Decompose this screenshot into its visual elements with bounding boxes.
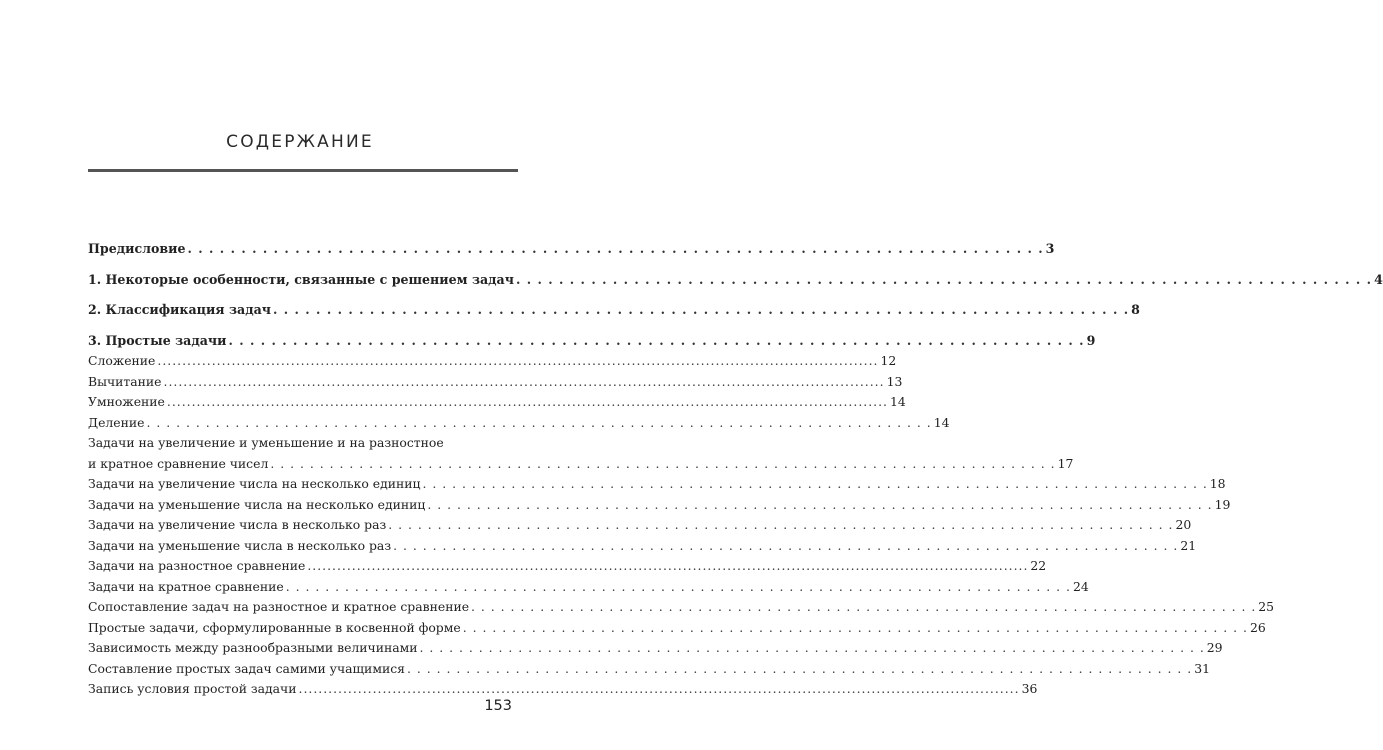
toc-sub-entry-wrapped	[88, 433, 516, 454]
toc-entry-page: 19	[1214, 496, 1231, 512]
toc-leader-dots	[228, 331, 1084, 352]
toc-entry-page: 31	[1194, 660, 1211, 676]
toc-entry-title: Деление	[88, 414, 145, 430]
toc-main-entry	[88, 270, 1383, 291]
toc-entry-title: Задачи на уменьшение числа в несколько раз	[88, 537, 392, 553]
toc-entry-page: 21	[1180, 537, 1197, 553]
toc-sub-entry	[88, 556, 1047, 577]
toc-entry-page: 9	[1086, 332, 1096, 348]
toc-sub-entry	[88, 392, 906, 413]
toc-entry-page: 12	[880, 353, 897, 368]
toc-entry-title: Задачи на разностное сравнение	[88, 558, 306, 573]
toc-entry-page: 14	[889, 394, 906, 409]
toc-leader-dots	[516, 270, 1372, 291]
toc-entry-page: 13	[886, 373, 903, 389]
toc-entry-title: Задачи на кратное сравнение	[88, 578, 284, 594]
toc-entry-page: 22	[1030, 558, 1047, 573]
toc-leader-dots	[299, 679, 1020, 700]
toc-entry-title: и кратное сравнение чисел	[88, 455, 269, 471]
page-number: 153	[484, 698, 512, 714]
toc-entry-page: 3	[1045, 241, 1055, 256]
toc-entry-page: 25	[1258, 599, 1275, 614]
toc-leader-dots	[471, 597, 1256, 618]
toc-main-entry	[88, 331, 1096, 352]
toc-leader-dots	[157, 351, 878, 372]
toc-leader-dots	[423, 474, 1208, 495]
toc-sub-entry	[88, 679, 1038, 700]
toc-leader-dots	[463, 618, 1248, 639]
toc-entry-title: Зависимость между разнообразными величинами	[88, 640, 418, 655]
toc-leader-dots	[427, 495, 1212, 516]
toc-leader-dots	[270, 454, 1055, 475]
toc-sub-entry	[88, 454, 1074, 475]
toc-entry-title: Вычитание	[88, 373, 162, 389]
toc-main-entry	[88, 239, 1055, 260]
toc-entry-page: 18	[1209, 476, 1226, 491]
toc-entry-page: 17	[1057, 455, 1074, 471]
toc-leader-dots	[286, 577, 1071, 598]
toc-leader-dots	[188, 239, 1044, 260]
toc-entry-page: 36	[1021, 681, 1038, 696]
toc-leader-dots	[393, 536, 1178, 557]
toc-sub-entry	[88, 618, 1266, 639]
toc-entry-title: 2. Классификация задач	[88, 302, 271, 317]
toc-leader-dots	[388, 515, 1173, 536]
toc-entry-page: 20	[1175, 517, 1192, 532]
toc-sub-entry	[88, 638, 1223, 659]
toc-entry-title: Сложение	[88, 353, 156, 368]
toc-entry-page: 8	[1131, 302, 1140, 317]
toc-sub-entry	[88, 351, 897, 372]
toc-sub-entry	[88, 474, 1226, 495]
toc-leader-dots	[420, 638, 1205, 659]
toc-leader-dots	[273, 300, 1129, 321]
toc-entry-title: Умножение	[88, 394, 165, 409]
toc-entry-title: Задачи на уменьшение числа на несколько единиц	[88, 496, 426, 512]
toc-entry-page: 14	[933, 414, 950, 430]
toc-entry-page: 24	[1072, 578, 1089, 594]
toc-entry-title: Сопоставление задач на разностное и кратное сравнение	[88, 599, 470, 614]
toc-entry-title: Предисловие	[88, 241, 186, 256]
toc-entry-title: 1. Некоторые особенности, связанные с решением задач	[88, 271, 514, 287]
toc-sub-entry	[88, 495, 1231, 516]
toc-sub-entry	[88, 536, 1197, 557]
toc-sub-entry	[88, 597, 1275, 618]
toc-entry-title: Задачи на увеличение числа в несколько раз	[88, 517, 387, 532]
toc-sub-entry	[88, 659, 1211, 680]
toc-entry-page: 4	[1374, 271, 1383, 287]
table-of-contents	[88, 239, 1383, 700]
toc-sub-entry	[88, 515, 1192, 536]
toc-main-entry	[88, 300, 1140, 321]
title-divider	[88, 169, 518, 172]
toc-sub-entry	[88, 413, 950, 434]
toc-entry-title: Задачи на увеличение числа на несколько единиц	[88, 476, 421, 491]
toc-entry-title: Задачи на увеличение и уменьшение и на разностное	[88, 435, 444, 450]
toc-leader-dots	[307, 556, 1028, 577]
toc-entry-title: Простые задачи, сформулированные в косвенной форме	[88, 619, 461, 635]
toc-entry-title: Составление простых задач самими учащимися	[88, 660, 405, 676]
toc-sub-entry	[88, 577, 1089, 598]
toc-leader-dots	[164, 372, 885, 393]
toc-entry-title: Запись условия простой задачи	[88, 681, 297, 696]
toc-entry-page: 26	[1249, 619, 1266, 635]
toc-entry-title: 3. Простые задачи	[88, 332, 227, 348]
toc-leader-dots	[407, 659, 1192, 680]
page-title: СОДЕРЖАНИЕ	[226, 132, 374, 152]
toc-leader-dots	[146, 413, 931, 434]
toc-leader-dots	[167, 392, 888, 413]
toc-sub-entry	[88, 372, 903, 393]
toc-entry-page: 29	[1206, 640, 1223, 655]
